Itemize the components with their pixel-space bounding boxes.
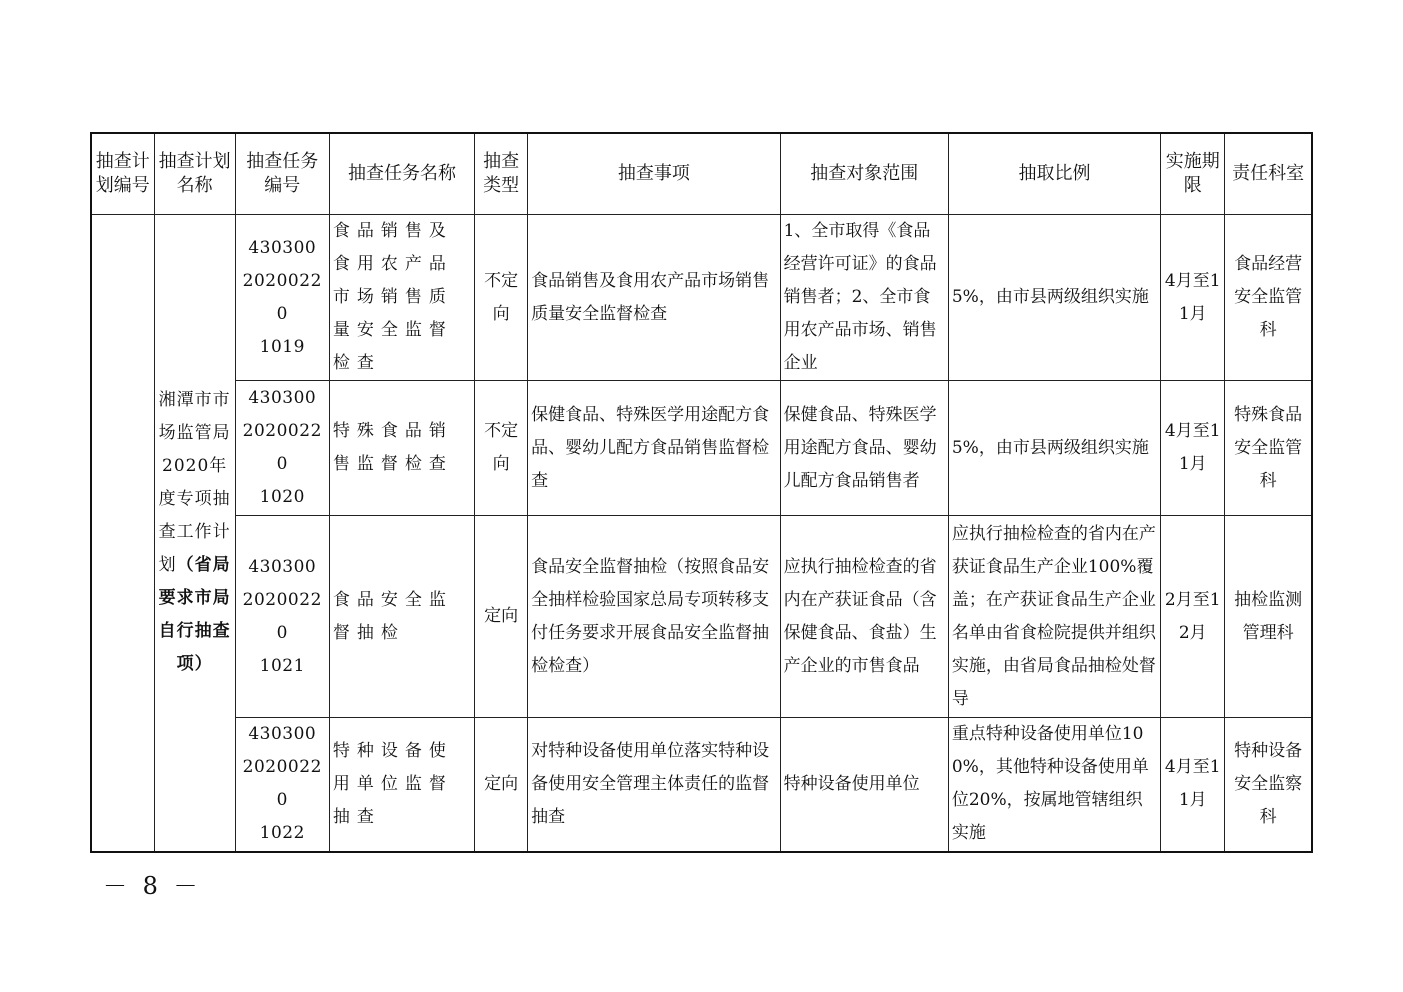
- task-number-part: 1019: [259, 336, 305, 357]
- period-cell: 2月至12月: [1161, 516, 1225, 718]
- header-item: 抽查事项: [528, 133, 780, 215]
- header-plan-number: 抽查计划编号: [91, 133, 154, 215]
- header-scope: 抽查对象范围: [780, 133, 948, 215]
- header-period: 实施期限: [1161, 133, 1225, 215]
- page-number: － 8 －: [103, 872, 202, 900]
- header-task-name: 抽查任务名称: [329, 133, 474, 215]
- header-plan-name: 抽查计划名称: [154, 133, 235, 215]
- task-number-part: 20200220: [242, 589, 322, 643]
- period-cell: 4月至11月: [1161, 215, 1225, 381]
- type-cell: 定向: [475, 516, 528, 718]
- table-row: [91, 381, 1312, 516]
- inspection-plan-table: [90, 132, 1313, 853]
- dept-cell: 特殊食品安全监管科: [1225, 381, 1312, 516]
- type-cell: 不定向: [475, 215, 528, 381]
- dept-cell: 食品经营安全监管科: [1225, 215, 1312, 381]
- task-name-cell: 特殊食品销售监督检查: [329, 381, 474, 516]
- task-number-part: 430300: [248, 388, 317, 408]
- header-task-number: 抽查任务编号: [235, 133, 329, 215]
- task-number-part: 430300: [248, 724, 317, 745]
- task-number-part: 20200220: [242, 757, 322, 811]
- item-cell: 保健食品、特殊医学用途配方食品、婴幼儿配方食品销售监督检查: [528, 381, 780, 516]
- type-cell: 不定向: [475, 381, 528, 516]
- task-number-part: 1021: [259, 655, 305, 676]
- header-row: [91, 133, 1312, 215]
- task-number-part: 20200220: [242, 421, 322, 474]
- task-number-part: 1022: [259, 823, 305, 844]
- plan-name-bold: （省局要求市局自行抽查项）: [158, 555, 231, 675]
- task-number-cell: [235, 215, 329, 381]
- table-row: [91, 718, 1312, 852]
- header-dept: 责任科室: [1225, 133, 1312, 215]
- ratio-cell: 5%，由市县两级组织实施: [948, 381, 1160, 516]
- task-name-cell: 食品销售及食用农产品市场销售质量安全监督检查: [329, 215, 474, 381]
- dept-cell: 特种设备安全监察科: [1225, 718, 1312, 852]
- plan-name-cell: [154, 215, 235, 852]
- ratio-cell: 应执行抽检检查的省内在产获证食品生产企业100%覆盖；在产获证食品生产企业名单由省食检院提供并组织实施，由省局食品抽检处督导: [948, 516, 1160, 718]
- ratio-cell: 重点特种设备使用单位100%，其他特种设备使用单位20%，按属地管辖组织实施: [948, 718, 1160, 852]
- table-row: [91, 215, 1312, 381]
- item-cell: 食品销售及食用农产品市场销售质量安全监督检查: [528, 215, 780, 381]
- scope-cell: 应执行抽检检查的省内在产获证食品（含保健食品、食盐）生产企业的市售食品: [780, 516, 948, 718]
- scope-cell: 1、全市取得《食品经营许可证》的食品销售者；2、全市食用农产品市场、销售企业: [780, 215, 948, 381]
- item-cell: 食品安全监督抽检（按照食品安全抽样检验国家总局专项转移支付任务要求开展食品安全监督抽检检查）: [528, 516, 780, 718]
- header-type: 抽查类型: [475, 133, 528, 215]
- task-number-part: 1020: [259, 487, 305, 507]
- table-row: [91, 516, 1312, 718]
- scope-cell: 特种设备使用单位: [780, 718, 948, 852]
- period-cell: 4月至11月: [1161, 381, 1225, 516]
- item-cell: 对特种设备使用单位落实特种设备使用安全管理主体责任的监督抽查: [528, 718, 780, 852]
- plan-name-text: 湘潭市市场监管局2020年度专项抽查工作计划: [158, 390, 231, 576]
- task-number-cell: [235, 381, 329, 516]
- task-number-part: 430300: [248, 237, 317, 258]
- type-cell: 定向: [475, 718, 528, 852]
- dept-cell: 抽检监测管理科: [1225, 516, 1312, 718]
- task-number-cell: [235, 718, 329, 852]
- header-ratio: 抽取比例: [948, 133, 1160, 215]
- task-name-cell: 食品安全监督抽检: [329, 516, 474, 718]
- period-cell: 4月至11月: [1161, 718, 1225, 852]
- task-number-part: 430300: [248, 556, 317, 577]
- scope-cell: 保健食品、特殊医学用途配方食品、婴幼儿配方食品销售者: [780, 381, 948, 516]
- ratio-cell: 5%，由市县两级组织实施: [948, 215, 1160, 381]
- task-number-part: 20200220: [242, 270, 322, 324]
- task-name-cell: 特种设备使用单位监督抽查: [329, 718, 474, 852]
- plan-number-cell: [91, 215, 154, 852]
- task-number-cell: [235, 516, 329, 718]
